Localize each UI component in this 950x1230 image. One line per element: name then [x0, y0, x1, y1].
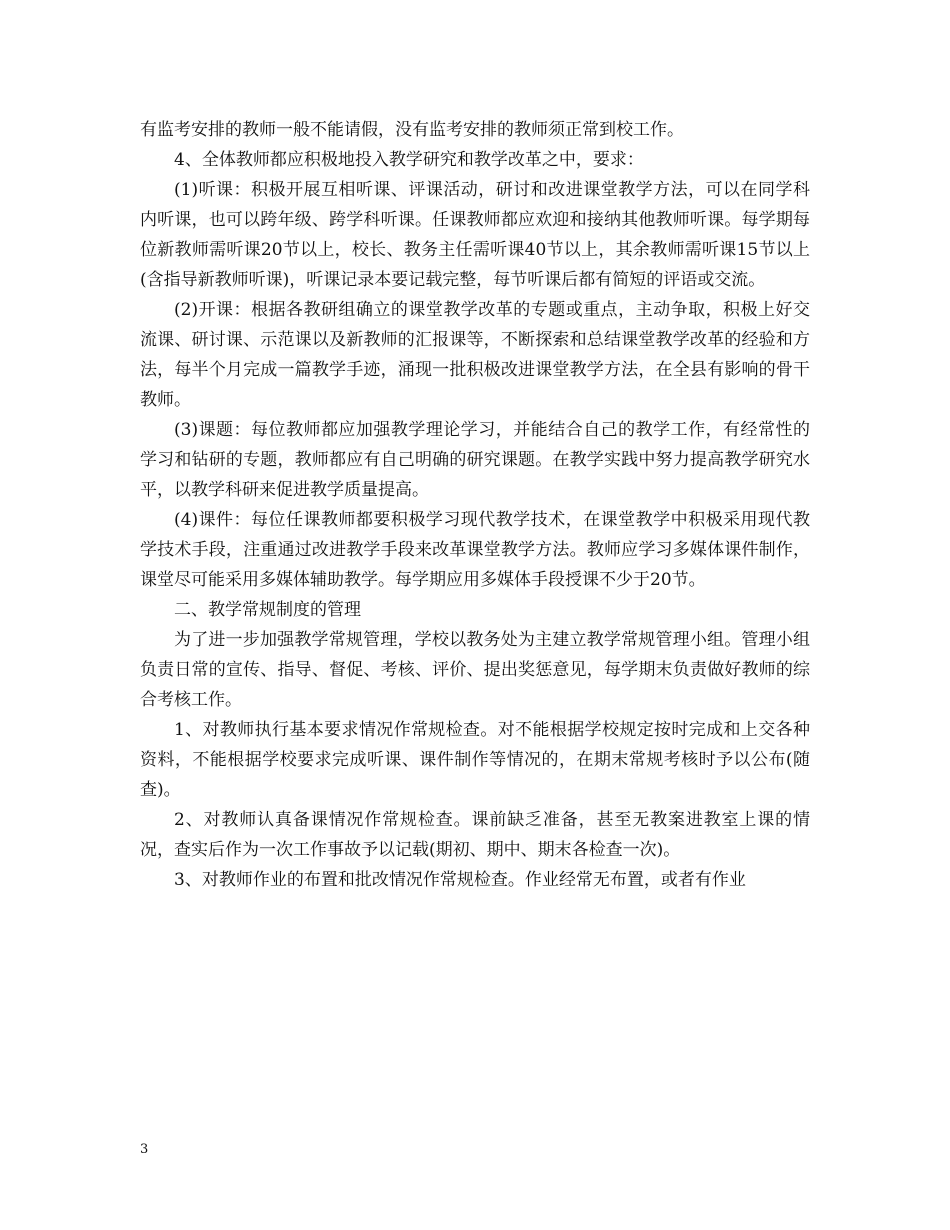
paragraph: (4)课件：每位任课教师都要积极学习现代教学技术，在课堂教学中积极采用现代教学技术手段，注重通过改进教学手段来改革课堂教学方法。教师应学习多媒体课件制作，课堂尽可能采用多媒体辅助教学。每学期应用多媒体手段授课不少于20节。	[140, 510, 810, 590]
paragraph: (3)课题：每位教师都应加强教学理论学习，并能结合自己的教学工作，有经常性的学习和钻研的专题，教师都应有自己明确的研究课题。在教学实践中努力提高教学研究水平，以教学科研来促进教学质量提高。	[140, 420, 810, 500]
paragraph: 1、对教师执行基本要求情况作常规检查。对不能根据学校规定按时完成和上交各种资料，不能根据学校要求完成听课、课件制作等情况的，在期末常规考核时予以公布(随查)。	[140, 720, 810, 800]
paragraph: (2)开课：根据各教研组确立的课堂教学改革的专题或重点，主动争取，积极上好交流课、研讨课、示范课以及新教师的汇报课等，不断探索和总结课堂教学改革的经验和方法，每半个月完成一篇教学手迹，涌现一批积极改进课堂教学方法，在全县有影响的骨干教师。	[140, 300, 810, 410]
paragraph: (1)听课：积极开展互相听课、评课活动，研讨和改进课堂教学方法，可以在同学科内听课，也可以跨年级、跨学科听课。任课教师都应欢迎和接纳其他教师听课。每学期每位新教师需听课20节以上，校长、教务主任需听课40节以上，其余教师需听课15节以上(含指导新教师听课)，听课记录本要记载完整，每节听课后都有简短的评语或交流。	[140, 180, 810, 290]
page-number: 3	[140, 1142, 149, 1157]
paragraph: 2、对教师认真备课情况作常规检查。课前缺乏准备，甚至无教案进教室上课的情况，查实后作为一次工作事故予以记载(期初、期中、期末各检查一次)。	[140, 810, 810, 860]
paragraph: 为了进一步加强教学常规管理，学校以教务处为主建立教学常规管理小组。管理小组负责日常的宣传、指导、督促、考核、评价、提出奖惩意见，每学期末负责做好教师的综合考核工作。	[140, 630, 810, 710]
document-body	[140, 115, 810, 895]
section-heading: 二、教学常规制度的管理	[174, 600, 361, 620]
paragraph: 3、对教师作业的布置和批改情况作常规检查。作业经常无布置，或者有作业	[174, 870, 746, 890]
paragraph: 4、全体教师都应积极地投入教学研究和教学改革之中，要求：	[174, 150, 644, 170]
paragraph: 有监考安排的教师一般不能请假，没有监考安排的教师须正常到校工作。	[140, 120, 684, 140]
